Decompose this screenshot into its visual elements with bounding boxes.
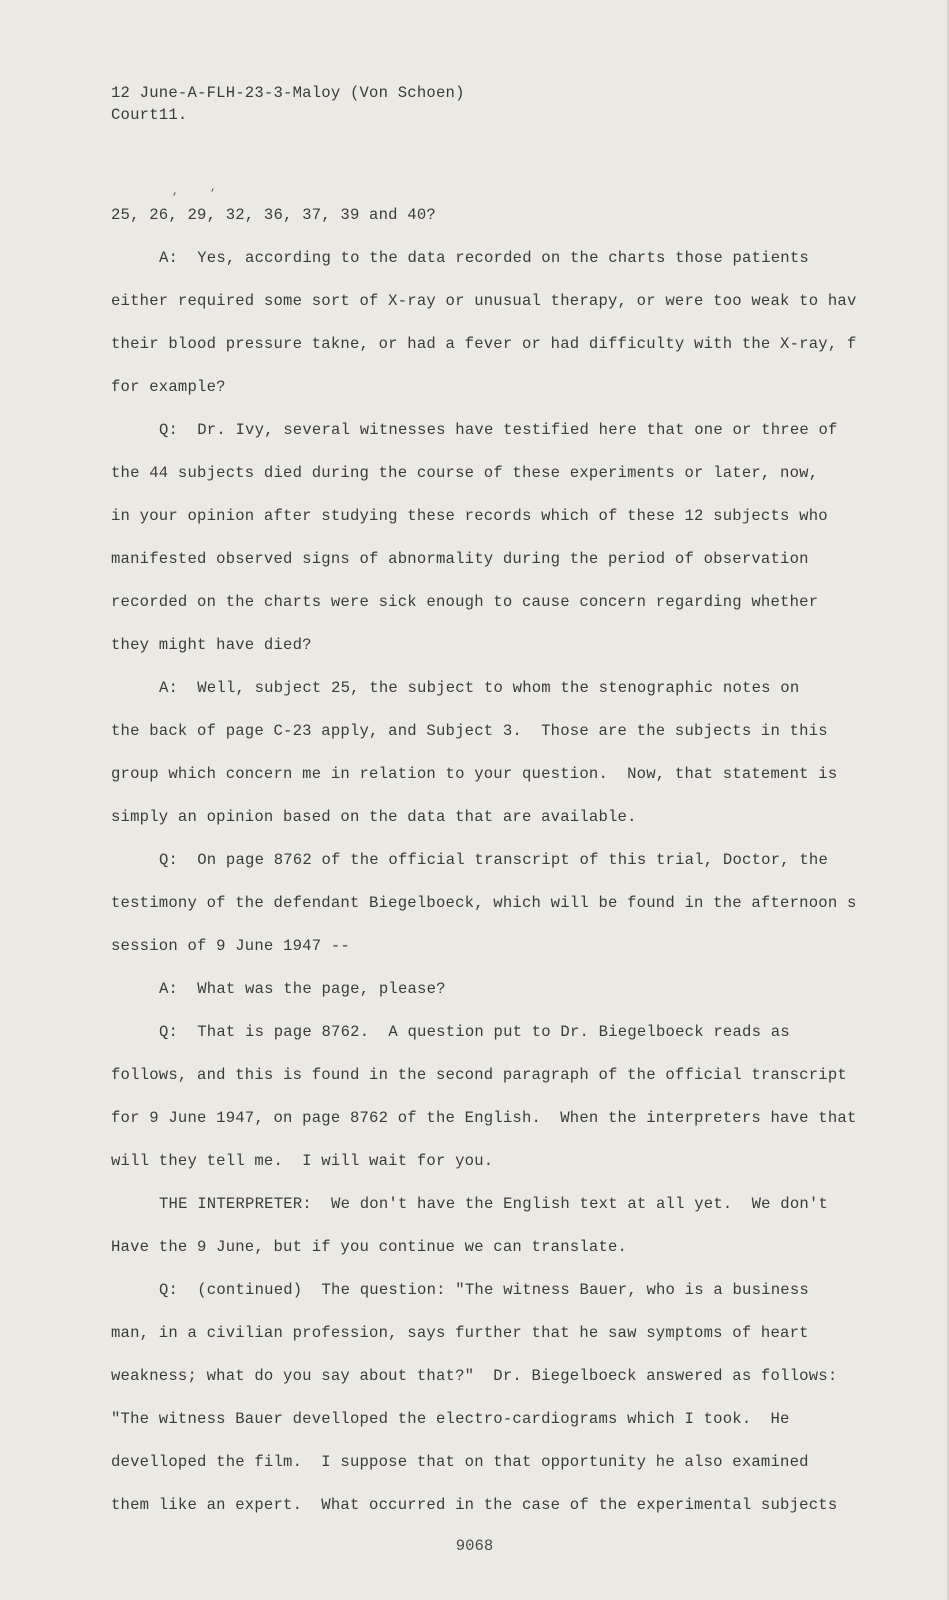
transcript-line: session of 9 June 1947 -- <box>111 937 350 955</box>
transcript-line: the 44 subjects died during the course of these experiments or later, now, <box>111 464 819 482</box>
transcript-body <box>111 205 901 1538</box>
transcript-line: A: What was the page, please? <box>159 980 446 998</box>
transcript-line: develloped the film. I suppose that on that opportunity he also examined <box>111 1453 809 1471</box>
transcript-line: them like an expert. What occurred in the case of the experimental subjects <box>111 1496 838 1514</box>
transcript-line: they might have died? <box>111 636 312 654</box>
transcript-line: A: Yes, according to the data recorded on the charts those patients <box>159 249 809 267</box>
transcript-line: recorded on the charts were sick enough to cause concern regarding whether <box>111 593 819 611</box>
transcript-line: weakness; what do you say about that?" Dr. Biegelboeck answered as follows: <box>111 1367 838 1385</box>
transcript-line: man, in a civilian profession, says further that he saw symptoms of heart <box>111 1324 809 1342</box>
transcript-line: for 9 June 1947, on page 8762 of the English. When the interpreters have that <box>111 1109 857 1127</box>
transcript-line: Q: Dr. Ivy, several witnesses have testified here that one or three of <box>159 421 838 439</box>
transcript-line: 25, 26, 29, 32, 36, 37, 39 and 40? <box>111 206 436 224</box>
transcript-line: either required some sort of X-ray or unusual therapy, or were too weak to hav <box>111 292 857 310</box>
page-number: 9068 <box>455 1537 494 1555</box>
transcript-line: manifested observed signs of abnormality during the period of observation <box>111 550 809 568</box>
transcript-line: Have the 9 June, but if you continue we can translate. <box>111 1238 628 1256</box>
stray-mark: , <box>172 186 179 198</box>
transcript-line: their blood pressure takne, or had a fever or had difficulty with the X-ray, f <box>111 335 857 353</box>
header-reference: 12 June-A-FLH-23-3-Maloy (Von Schoen) <box>111 84 465 102</box>
header-court: Court11. <box>111 106 188 124</box>
transcript-line: Q: On page 8762 of the official transcript of this trial, Doctor, the <box>159 851 829 869</box>
transcript-line: will they tell me. I will wait for you. <box>111 1152 494 1170</box>
transcript-line: the back of page C-23 apply, and Subject 3. Those are the subjects in this <box>111 722 828 740</box>
transcript-line: "The witness Bauer develloped the electro-cardiograms which I took. He <box>111 1410 790 1428</box>
transcript-line: A: Well, subject 25, the subject to whom the stenographic notes on <box>159 679 800 697</box>
transcript-line: follows, and this is found in the second paragraph of the official transcript <box>111 1066 847 1084</box>
transcript-line: THE INTERPRETER: We don't have the English text at all yet. We don't <box>159 1195 829 1213</box>
stray-mark: , <box>210 182 217 194</box>
transcript-line: for example? <box>111 378 226 396</box>
transcript-line: Q: (continued) The question: "The witness Bauer, who is a business <box>159 1281 809 1299</box>
transcript-line: Q: That is page 8762. A question put to Dr. Biegelboeck reads as <box>159 1023 790 1041</box>
transcript-line: group which concern me in relation to your question. Now, that statement is <box>111 765 838 783</box>
transcript-line: testimony of the defendant Biegelboeck, which will be found in the afternoon s <box>111 894 857 912</box>
transcript-line: simply an opinion based on the data that are available. <box>111 808 637 826</box>
transcript-line: in your opinion after studying these records which of these 12 subjects who <box>111 507 828 525</box>
